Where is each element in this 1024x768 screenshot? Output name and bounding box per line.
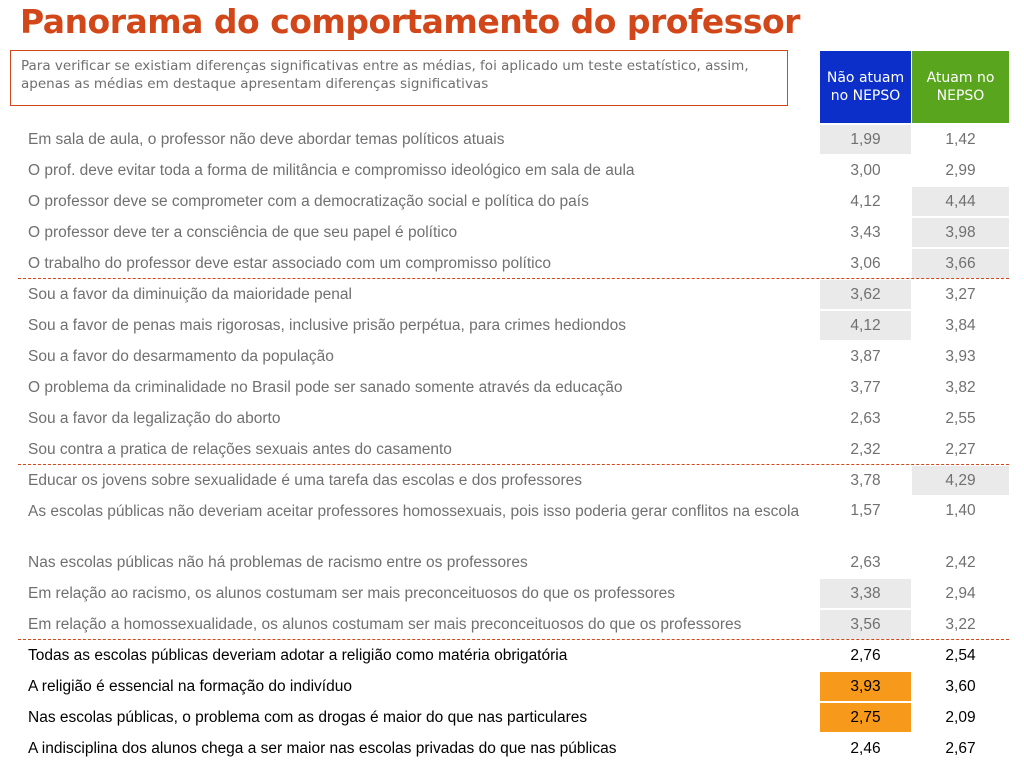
table-row — [18, 496, 1009, 547]
value-atuam: 3,60 — [945, 677, 976, 695]
table-row — [18, 403, 1009, 434]
value-atuam: 4,44 — [912, 187, 1009, 216]
value-nao-atuam: 4,12 — [850, 192, 881, 210]
value-nao-atuam: 1,99 — [820, 125, 911, 154]
value-nao-atuam: 3,43 — [850, 223, 881, 241]
row-label: Todas as escolas públicas deveriam adotar a religião como matéria obrigatória — [28, 647, 568, 664]
value-atuam: 4,29 — [912, 466, 1009, 495]
value-nao-atuam: 4,12 — [820, 311, 911, 340]
row-label: Sou contra a pratica de relações sexuais antes do casamento — [28, 441, 452, 458]
value-nao-atuam: 3,87 — [850, 347, 881, 365]
row-label: Em relação ao racismo, os alunos costumam ser mais preconceituosos do que os professores — [28, 585, 675, 602]
value-atuam: 1,40 — [945, 502, 976, 519]
table-row — [18, 372, 1009, 403]
value-nao-atuam: 3,62 — [820, 280, 911, 309]
row-label: Em sala de aula, o professor não deve abordar temas políticos atuais — [28, 131, 505, 148]
value-nao-atuam: 1,57 — [850, 502, 881, 519]
value-atuam: 3,98 — [912, 218, 1009, 247]
table-row — [18, 671, 1009, 702]
row-label: O professor deve ter a consciência de que seu papel é político — [28, 224, 458, 241]
table-row — [18, 465, 1009, 496]
value-nao-atuam: 3,38 — [820, 579, 911, 608]
value-nao-atuam: 2,76 — [850, 646, 881, 664]
value-nao-atuam: 3,56 — [820, 610, 911, 639]
table-row — [18, 702, 1009, 733]
results-table — [18, 124, 1009, 764]
row-label: Nas escolas públicas não há problemas de racismo entre os professores — [28, 554, 528, 571]
value-atuam: 3,84 — [945, 316, 976, 334]
table-row — [18, 155, 1009, 186]
value-atuam: 2,27 — [945, 440, 976, 458]
table-row — [18, 341, 1009, 372]
row-label: A indisciplina dos alunos chega a ser maior nas escolas privadas do que nas públicas — [28, 740, 617, 757]
value-atuam: 2,55 — [945, 409, 976, 427]
table-row — [18, 217, 1009, 248]
value-atuam: 2,94 — [945, 584, 976, 602]
row-label: O problema da criminalidade no Brasil pode ser sanado somente através da educação — [28, 379, 623, 396]
value-nao-atuam: 3,00 — [850, 161, 881, 179]
value-nao-atuam: 2,46 — [850, 739, 881, 757]
value-nao-atuam: 2,75 — [820, 703, 911, 732]
table-row — [18, 609, 1009, 640]
row-label: O trabalho do professor deve estar associado com um compromisso político — [28, 255, 551, 272]
value-atuam: 2,42 — [945, 553, 976, 571]
value-nao-atuam: 3,06 — [850, 254, 881, 272]
table-row — [18, 578, 1009, 609]
table-row — [18, 547, 1009, 578]
table-row — [18, 248, 1009, 279]
row-label: Sou a favor da diminuição da maioridade penal — [28, 286, 352, 303]
value-nao-atuam: 3,93 — [820, 672, 911, 701]
row-label: O professor deve se comprometer com a democratização social e política do país — [28, 193, 589, 210]
header-atuam: Atuam no NEPSO — [912, 51, 1009, 123]
value-atuam: 2,09 — [945, 708, 976, 726]
value-atuam: 2,54 — [945, 646, 976, 664]
value-atuam: 2,99 — [945, 161, 976, 179]
row-label: O prof. deve evitar toda a forma de militância e compromisso ideológico em sala de aula — [28, 162, 635, 179]
row-label: As escolas públicas não deveriam aceitar professores homossexuais, pois isso poderia gerar conflitos na escola — [28, 503, 800, 520]
value-nao-atuam: 2,63 — [850, 553, 881, 571]
table-row — [18, 640, 1009, 671]
significance-note: Para verificar se existiam diferenças significativas entre as médias, foi aplicado um teste estatístico, assim, apenas as médias em destaque apresentam diferenças significativas — [10, 50, 788, 106]
table-row — [18, 279, 1009, 310]
row-label: Nas escolas públicas, o problema com as drogas é maior do que nas particulares — [28, 709, 588, 726]
table-row — [18, 733, 1009, 764]
table-row — [18, 310, 1009, 341]
value-atuam: 1,42 — [945, 130, 976, 148]
value-nao-atuam: 2,63 — [850, 409, 881, 427]
header-nao-atuam: Não atuam no NEPSO — [820, 51, 911, 123]
value-nao-atuam: 3,78 — [850, 471, 881, 489]
row-label: Educar os jovens sobre sexualidade é uma tarefa das escolas e dos professores — [28, 472, 583, 489]
page-title: Panorama do comportamento do professor — [20, 2, 800, 41]
row-label: A religião é essencial na formação do indivíduo — [28, 678, 352, 695]
value-atuam: 3,27 — [945, 285, 976, 303]
value-nao-atuam: 3,77 — [850, 378, 881, 396]
value-atuam: 3,66 — [912, 249, 1009, 278]
row-label: Em relação a homossexualidade, os alunos costumam ser mais preconceituosos do que os professores — [28, 616, 742, 633]
value-atuam: 3,22 — [945, 615, 976, 633]
value-nao-atuam: 2,32 — [850, 440, 881, 458]
table-row — [18, 186, 1009, 217]
row-label: Sou a favor de penas mais rigorosas, inclusive prisão perpétua, para crimes hediondos — [28, 317, 626, 334]
table-row — [18, 434, 1009, 465]
value-atuam: 2,67 — [945, 739, 976, 757]
value-atuam: 3,82 — [945, 378, 976, 396]
table-row — [18, 124, 1009, 155]
row-label: Sou a favor da legalização do aborto — [28, 410, 281, 427]
value-atuam: 3,93 — [945, 347, 976, 365]
row-label: Sou a favor do desarmamento da população — [28, 348, 334, 365]
